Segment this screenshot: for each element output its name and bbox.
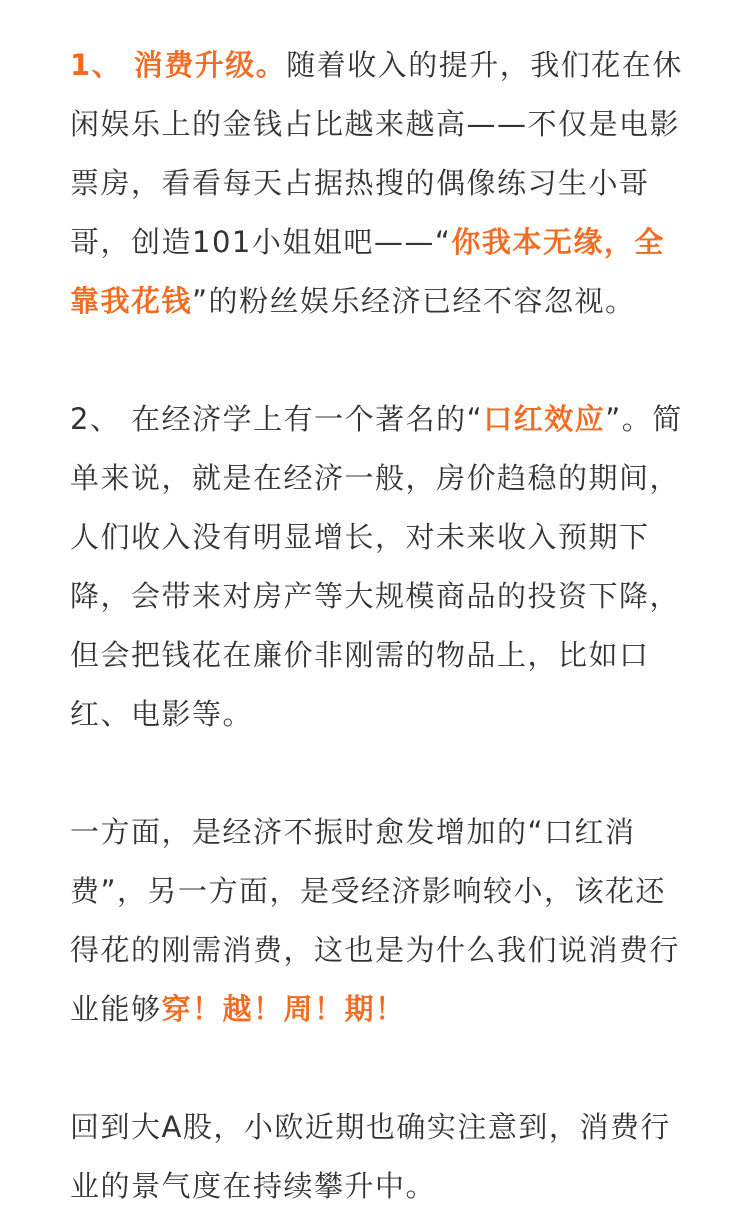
paragraph-lipstick-effect: [70, 390, 685, 744]
article-body: [70, 36, 685, 1216]
paragraph-text: ”的粉丝娱乐经济已经不容忽视。: [192, 284, 636, 318]
paragraph-text: 2、 在经济学上有一个著名的“: [70, 402, 484, 436]
paragraph-text: 回到大A股，小欧近期也确实注意到，消费行业的景气度在持续攀升中。: [70, 1110, 671, 1203]
paragraph-cycle: [70, 803, 685, 1039]
paragraph-text: 一方面，是经济不振时愈发增加的“口红消费”，另一方面，是受经济影响较小，该花还得花的刚需消费，这也是为什么我们说消费行业能够: [70, 815, 681, 1026]
paragraph-consumption-upgrade: [70, 36, 685, 331]
paragraph-a-shares: [70, 1098, 685, 1216]
paragraph-text: ”。简单来说，就是在经济一般，房价趋稳的期间，人们收入没有明显增长，对未来收入预期下降，会带来对房产等大规模商品的投资下降，但会把钱花在廉价非刚需的物品上，比如口红、电影等。: [70, 402, 683, 731]
highlight-emphasis: 穿！越！周！期！: [161, 992, 406, 1026]
highlight-heading: 1、 消费升级。: [70, 48, 287, 82]
highlight-term: 口红效应: [483, 402, 606, 436]
highlight-quote: 你我本无缘，全靠我花钱: [70, 225, 665, 318]
paragraph-text: 随着收入的提升，我们花在休闲娱乐上的金钱占比越来越高——不仅是电影票房，看看每天占据热搜的偶像练习生小哥哥，创造101小姐姐吧——“: [70, 48, 683, 259]
